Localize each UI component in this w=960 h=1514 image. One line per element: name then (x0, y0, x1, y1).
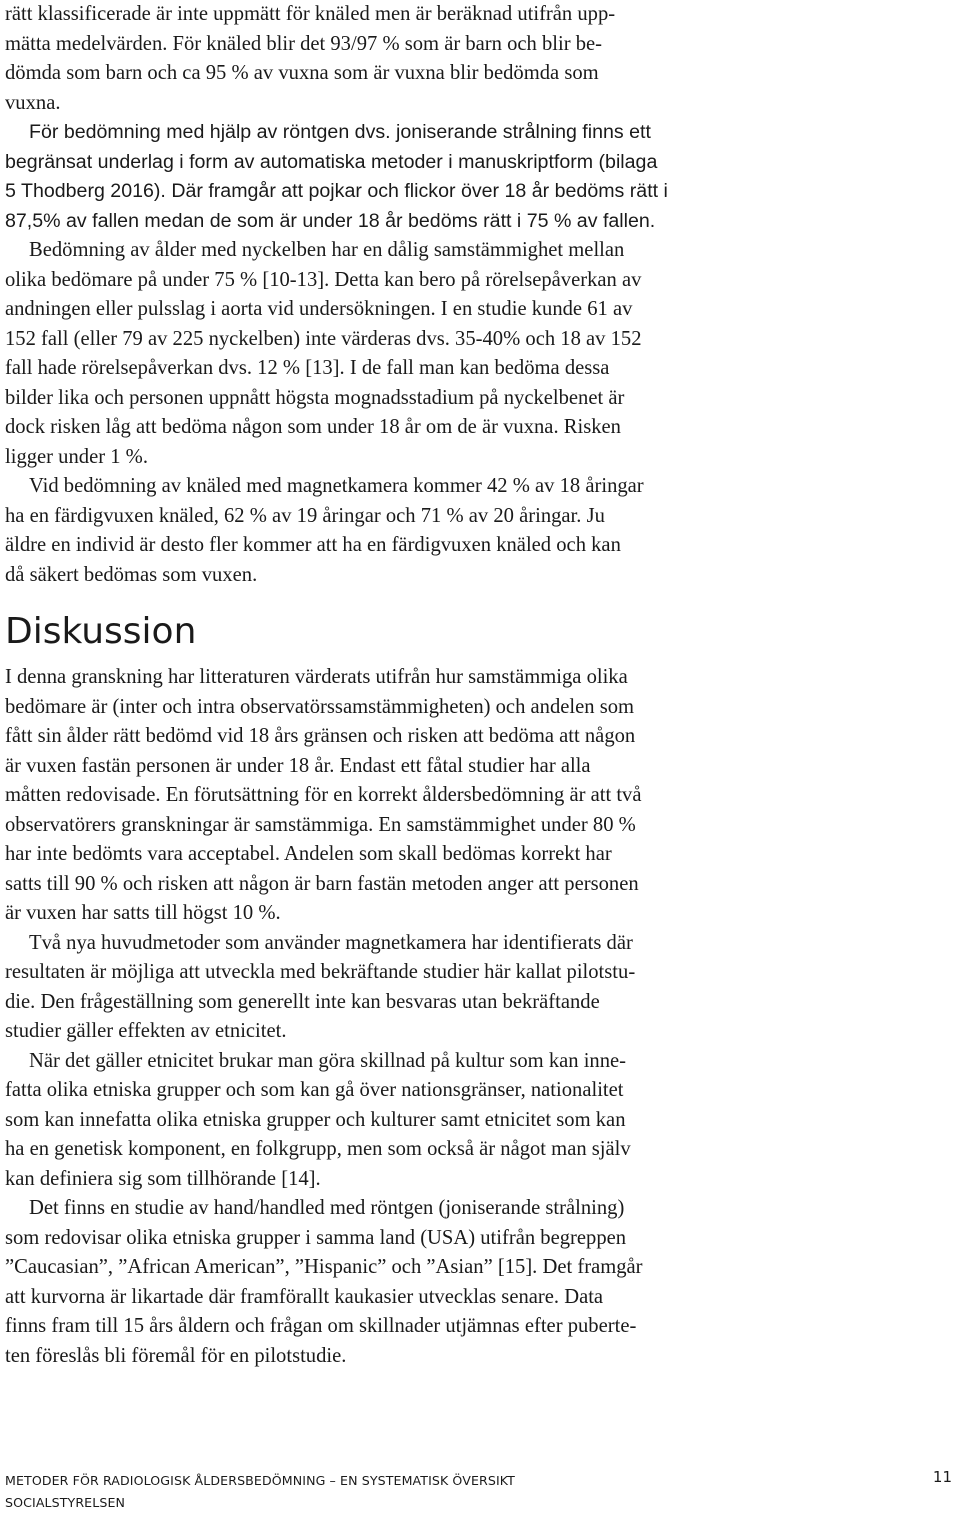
text-line: som kan innefatta olika etniska grupper och kulturer samt etnicitet som kan (5, 1108, 626, 1131)
text-line: När det gäller etnicitet brukar man göra skillnad på kultur som kan inne- (29, 1049, 627, 1072)
text-line: då säkert bedömas som vuxen. (5, 563, 258, 586)
footer-title: METODER FÖR RADIOLOGISK ÅLDERSBEDÖMNING – EN SYSTEMATISK ÖVERSIKT (5, 1473, 515, 1488)
text-line: att kurvorna är likartade där framförallt kaukasier utvecklas senare. Data (5, 1285, 604, 1308)
text-line: dock risken låg att bedöma någon som under 18 år om de är vuxna. Risken (5, 416, 621, 438)
text-line: kan definiera sig som tillhörande [14]. (5, 1167, 321, 1190)
text-line: äldre en individ är desto fler kommer att ha en färdigvuxen knäled och kan (5, 534, 621, 556)
text-line: ha en genetisk komponent, en folkgrupp, men som också är något man själv (5, 1138, 631, 1160)
text-line: ”Caucasian”, ”African American”, ”Hispanic” och ”Asian” [15]. Det framgår (5, 1256, 643, 1278)
text-line: rätt klassificerade är inte uppmätt för knäled men är beräknad utifrån upp- (5, 3, 616, 25)
discussion-section (5, 663, 955, 1371)
text-line: I denna granskning har litteraturen värderats utifrån hur samstämmiga olika (5, 666, 628, 688)
text-line: är vuxen har satts till högst 10 %. (5, 902, 281, 924)
text-line: bilder lika och personen uppnått högsta mognadsstadium på nyckelbenet är (5, 386, 625, 409)
text-line: observatörers granskningar är samstämmiga. En samstämmighet under 80 % (5, 813, 636, 836)
text-line: begränsat underlag i form av automatiska metoder i manuskriptform (bilaga (5, 150, 658, 173)
text-line: resultaten är möjliga att utveckla med bekräftande studier här kallat pilotstu- (5, 961, 636, 983)
page-number: 11 (932, 1468, 952, 1486)
section-heading: Diskussion (5, 611, 197, 652)
text-line: bedömare är (inter och intra observatörssamstämmigheten) och andelen som (5, 695, 635, 718)
text-line: dömda som barn och ca 95 % av vuxna som är vuxna blir bedömda som (5, 62, 599, 84)
footer-publisher: SOCIALSTYRELSEN (5, 1495, 126, 1510)
text-line: die. Den frågeställning som generellt inte kan besvaras utan bekräftande (5, 990, 600, 1013)
text-line: har inte bedömts vara acceptabel. Andelen som skall bedömas korrekt har (5, 843, 612, 865)
text-line: ten föreslås bli föremål för en pilotstudie. (5, 1344, 347, 1367)
paragraph (5, 472, 955, 590)
text-line: satts till 90 % och risken att någon är barn fastän metoden anger att personen (5, 872, 639, 895)
page-footer (5, 1470, 515, 1514)
paragraph (5, 1047, 955, 1195)
text-line: Två nya huvudmetoder som använder magnetkamera har identifierats där (29, 931, 633, 954)
paragraph (5, 929, 955, 1047)
paragraph (5, 236, 955, 472)
text-line: olika bedömare på under 75 % [10-13]. Detta kan bero på rörelsepåverkan av (5, 268, 642, 291)
text-line (5, 177, 955, 207)
text-line: är vuxen fastän personen är under 18 år. Endast ett fåtal studier har alla (5, 754, 591, 777)
text-line: mätta medelvärden. För knäled blir det 93/97 % som är barn och blir be- (5, 32, 603, 55)
paragraph (5, 118, 955, 236)
results-section (5, 0, 955, 590)
paragraph (5, 663, 955, 929)
text-line: ha en färdigvuxen knäled, 62 % av 19 åringar och 71 % av 20 åringar. Ju (5, 504, 605, 527)
text-line: som redovisar olika etniska grupper i samma land (USA) utifrån begreppen (5, 1226, 627, 1249)
paragraph (5, 0, 955, 118)
text-line: fått sin ålder rätt bedömd vid 18 års gränsen och risken att bedöma att någon (5, 725, 636, 747)
text-line: vuxna. (5, 91, 61, 114)
text-line: fall hade rörelsepåverkan dvs. 12 % [13]. I de fall man kan bedöma dessa (5, 357, 610, 379)
text-line: 152 fall (eller 79 av 225 nyckelben) inte värderas dvs. 35-40% och 18 av 152 (5, 327, 642, 350)
text-line: ligger under 1 %. (5, 445, 148, 468)
text-line: måtten redovisade. En förutsättning för en korrekt åldersbedömning är att två (5, 784, 642, 806)
text-line: 87,5% av fallen medan de som är under 18 år bedöms rätt i 75 % av fallen. (5, 209, 656, 232)
text-line: finns fram till 15 års åldern och frågan om skillnader utjämnas efter puberte- (5, 1315, 637, 1337)
text-line: För bedömning med hjälp av röntgen dvs. joniserande strålning finns ett (29, 121, 651, 143)
text-line: Vid bedömning av knäled med magnetkamera kommer 42 % av 18 åringar (29, 475, 644, 497)
text-line: fatta olika etniska grupper och som kan gå över nationsgränser, nationalitet (5, 1079, 624, 1101)
paragraph (5, 1194, 955, 1371)
text-line: Bedömning av ålder med nyckelben har en dålig samstämmighet mellan (29, 239, 625, 261)
text-line: Det finns en studie av hand/handled med röntgen (joniserande strålning) (29, 1197, 625, 1219)
text-fragment: Där framgår att pojkar och flickor över 18 år bedöms rätt i (165, 180, 668, 202)
text-fragment: 5 Thodberg 2016). (5, 180, 166, 202)
text-line: andningen eller pulsslag i aorta vid undersökningen. I en studie kunde 61 av (5, 298, 633, 320)
text-line: studier gäller effekten av etnicitet. (5, 1020, 287, 1042)
